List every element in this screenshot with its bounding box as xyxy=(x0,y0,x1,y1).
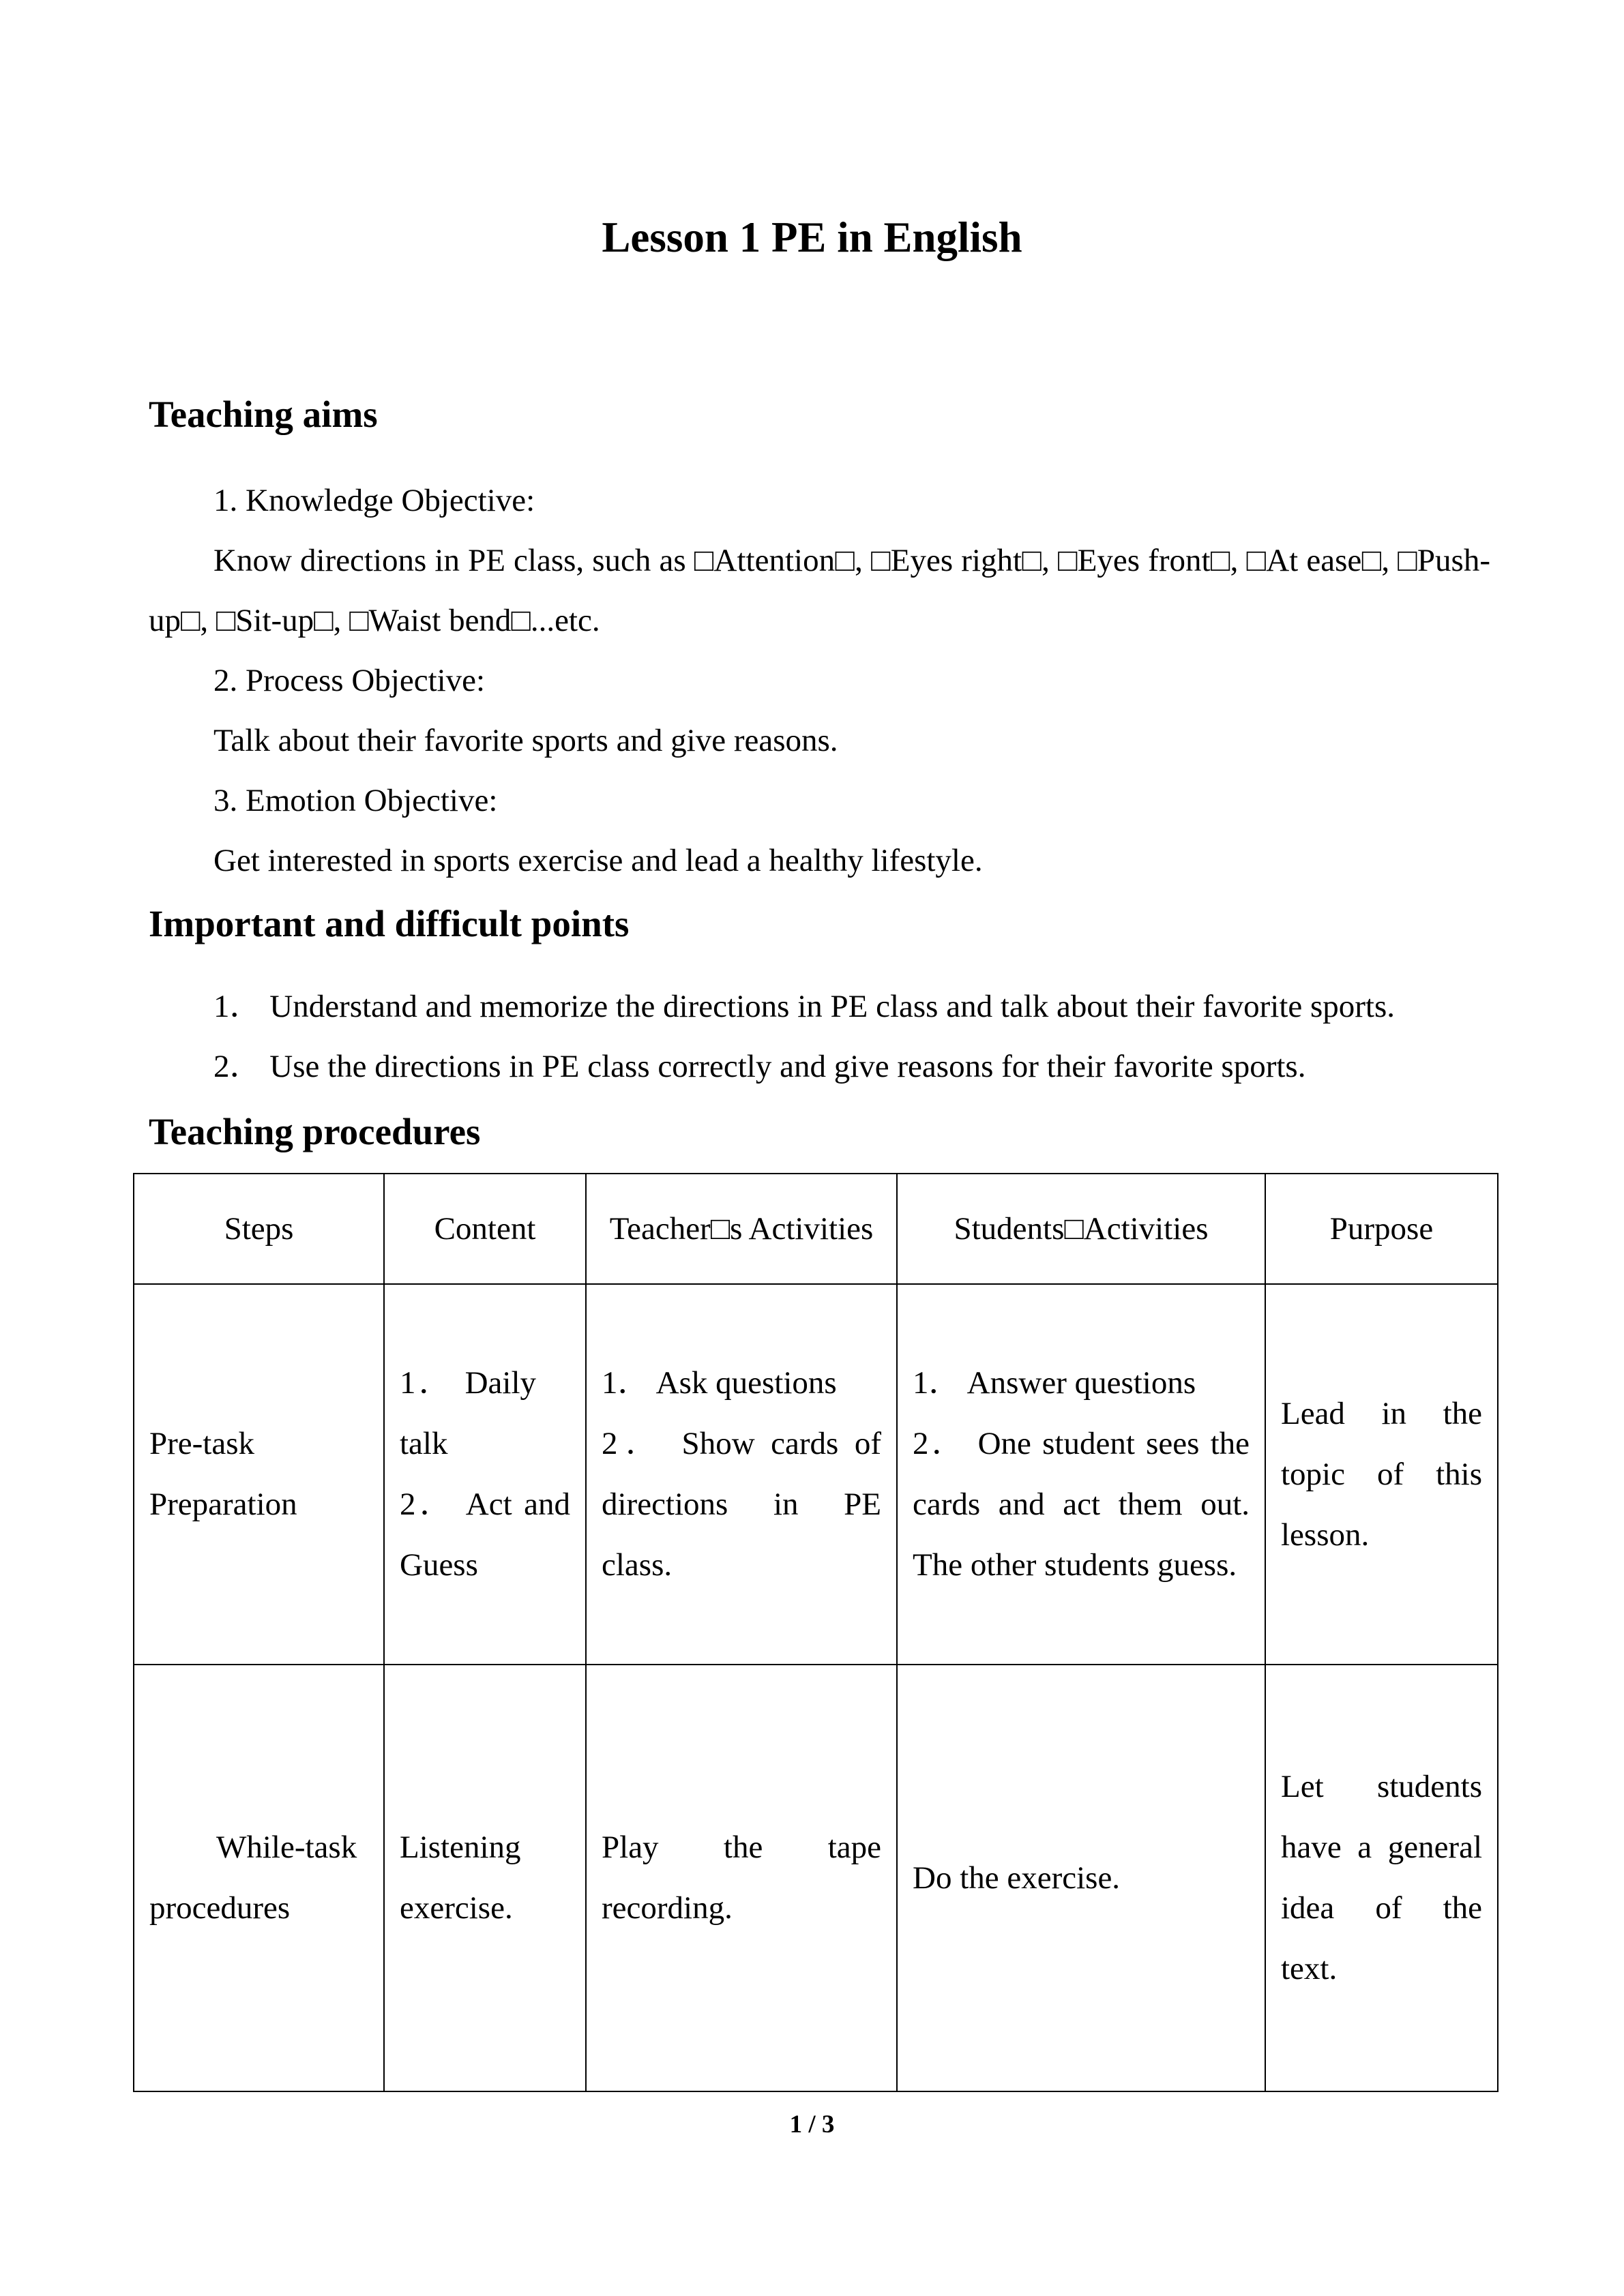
cell-line: directions in PE xyxy=(602,1487,881,1522)
cell-teacher xyxy=(586,1665,897,2091)
table-row xyxy=(134,1665,1498,2091)
cell-line: 1． Ask questions xyxy=(602,1365,837,1401)
process-objective-text: Talk about their favorite sports and give reasons. xyxy=(213,723,838,758)
cell-line: 2． Show cards of xyxy=(602,1426,881,1461)
cell-line: procedures xyxy=(149,1890,291,1926)
page-title: Lesson 1 PE in English xyxy=(602,213,1022,261)
cell-line: lesson. xyxy=(1281,1517,1370,1553)
emotion-objective-text: Get interested in sports exercise and lead a healthy lifestyle. xyxy=(213,843,983,878)
cell-line: 1． Answer questions xyxy=(913,1365,1196,1401)
cell-line: Lead in the xyxy=(1281,1395,1482,1431)
teaching-aims-heading: Teaching aims xyxy=(149,393,378,435)
cell-students xyxy=(897,1284,1265,1665)
cell-students xyxy=(897,1665,1265,2091)
header-students-activities: Students□Activities xyxy=(897,1174,1265,1284)
cell-line: Do the exercise. xyxy=(913,1860,1121,1896)
teaching-procedures-heading: Teaching procedures xyxy=(149,1111,481,1152)
cell-line: have a general xyxy=(1281,1830,1482,1865)
cell-steps xyxy=(134,1284,384,1665)
table-header-row xyxy=(134,1174,1498,1284)
important-points-heading: Important and difficult points xyxy=(149,903,630,944)
cell-line: recording. xyxy=(602,1890,733,1926)
cell-line: While-task xyxy=(216,1830,357,1865)
header-content: Content xyxy=(384,1174,586,1284)
cell-line: 2． One student sees the xyxy=(913,1426,1250,1461)
cell-line: exercise. xyxy=(400,1890,513,1926)
cell-line: Guess xyxy=(400,1547,478,1583)
cell-purpose xyxy=(1265,1284,1498,1665)
knowledge-objective-line2: up□, □Sit-up□, □Waist bend□...etc. xyxy=(149,603,600,638)
cell-line: talk xyxy=(400,1426,448,1461)
cell-line: cards and act them out. xyxy=(913,1487,1250,1522)
procedures-table xyxy=(133,1173,1498,2092)
cell-line: Let students xyxy=(1281,1769,1482,1804)
header-teacher-activities: Teacher□s Activities xyxy=(586,1174,897,1284)
process-objective-label: 2. Process Objective: xyxy=(213,663,486,698)
cell-line: 1． Daily xyxy=(400,1365,536,1401)
cell-line: text. xyxy=(1281,1951,1338,1986)
cell-content xyxy=(384,1665,586,2091)
cell-line: topic of this xyxy=(1281,1456,1482,1492)
point-item: 1． Understand and memorize the directions in PE class and talk about their favorite sports. xyxy=(213,989,1396,1024)
point-item: 2． Use the directions in PE class correctly and give reasons for their favorite sports. xyxy=(213,1049,1306,1084)
cell-line: Preparation xyxy=(149,1487,297,1522)
emotion-objective-label: 3. Emotion Objective: xyxy=(213,783,498,818)
cell-steps xyxy=(134,1665,384,2091)
cell-line: class. xyxy=(602,1547,673,1583)
cell-line: Listening xyxy=(400,1830,521,1865)
table-row xyxy=(134,1284,1498,1665)
knowledge-objective-label: 1. Knowledge Objective: xyxy=(213,483,535,518)
page-number: 1 / 3 xyxy=(789,2111,835,2138)
header-purpose: Purpose xyxy=(1265,1174,1498,1284)
cell-line: idea of the xyxy=(1281,1890,1482,1926)
knowledge-objective-line1: Know directions in PE class, such as □Attention□, □Eyes right□, □Eyes front□, □At ease□, □Push- xyxy=(213,543,1490,578)
cell-content xyxy=(384,1284,586,1665)
cell-purpose xyxy=(1265,1665,1498,2091)
cell-line: 2． Act and xyxy=(400,1487,570,1522)
cell-line: Pre-task xyxy=(149,1426,255,1461)
cell-line: The other students guess. xyxy=(913,1547,1237,1583)
header-steps: Steps xyxy=(134,1174,384,1284)
cell-line: Play the tape xyxy=(602,1830,881,1865)
cell-teacher xyxy=(586,1284,897,1665)
